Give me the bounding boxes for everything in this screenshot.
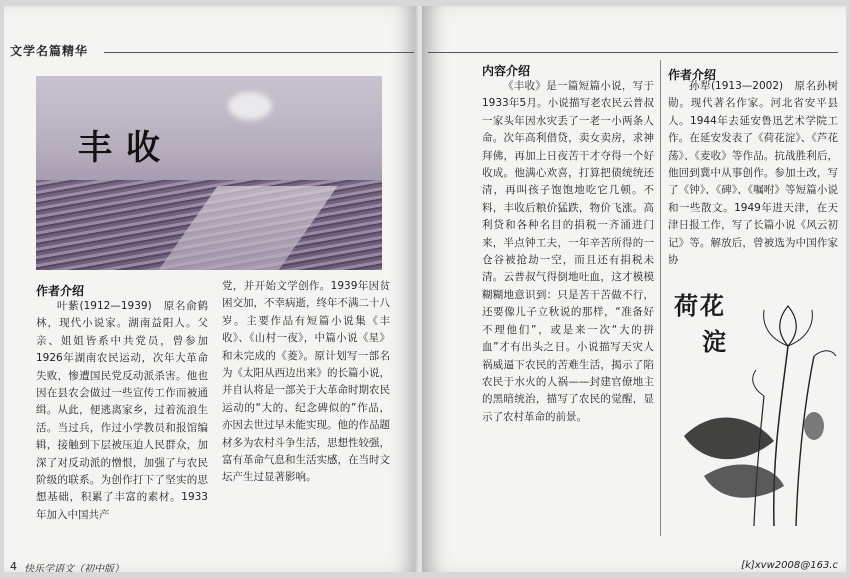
content-intro-text: 《丰收》是一篇短篇小说，写于1933年5月。小说描写老农民云普叔一家头年因水灾丢了一老一小两条人命。次年高利借贷，卖女卖房，求神拜佛，再加上日夜苦干才夺得一个好收成。他满心欢喜，打算把债统统还清，再叫孩子饱饱地吃它几顿。不料，丰收后粮价猛跌，物价飞涨。高利贷和各种名目的捐税一齐涌进门来，半点钟工夫，一年辛苦所得的一仓谷被抢劫一空，而且还有捐税未清。云普叔气得倒地吐血，这才模模糊糊地意识到：只是苦干苦做不行，还要像儿子立秋说的那样，“准备好不理他们”，或是来一次“大的拼血”才有出头之日。小说描写天灾人祸威逼下农民的苦难生活，揭示了陷农民于水火的人祸——封建官僚地主的黑暗统治，描写了农民的觉醒，显示了农村革命的前景。 [482,80,654,423]
hero-image [36,76,382,270]
lotus-illustration [664,276,844,538]
author-intro-column-2 [222,278,390,554]
header-rule [428,52,838,53]
source-watermark: [k]xvw2008@163.c [741,560,838,571]
author-intro-text-2: 党，并开始文学创作。1939年因贫困交加，不幸病逝，终年不满二十八岁。主要作品有短篇小说集《丰收》、《山村一夜》，中篇小说《星》和未完成的《菱》。原计划写一部名为《太阳从西边出来》的长篇小说，并自认将是一部关于大革命时期农民运动的“大的、纪念碑似的”作品，亦因去世过早未能实现。他的作品题材多为农村斗争生活，思想性较强，富有革命气息和生活实感，在当时文坛产生过显著影响。 [222,280,390,484]
column-divider [660,60,661,536]
article-title: 丰收 [78,128,174,168]
art-title-line-1: 荷花 [674,291,726,320]
content-intro-heading: 内容介绍 [482,64,531,78]
right-page [422,6,846,572]
author-intro-text-1: 叶紫(1912—1939) 原名俞鹤林，现代小说家。湖南益阳人。父亲、姐姐皆系中共党员，曾参加1926年湖南农民运动，次年大革命失败，惨遭国民党反动派杀害。他也因在县农会做过一些宣传工作而被通缉。从此，便逃离家乡，过着流浪生活。当过兵，作过小学教员和报馆编辑，接触到下层被压迫人民群众，加深了对反动派的憎恨，加强了与农民阶级的联系。为创作打下了坚实的思想基础，积累了丰富的素材。1933年加入中国共产 [36,300,208,521]
cloud-shape [228,92,272,120]
left-page [4,6,418,572]
content-intro-column [482,78,654,518]
author-intro-heading: 作者介绍 [668,68,717,82]
author-intro-text: 孙犁(1913—2002) 原名孙树勋。现代著名作家。河北省安平县人。1944年去延安鲁迅艺术学院工作。在延安发表了《荷花淀》、《芦花荡》、《麦收》等作品。抗战胜利后，他回到冀中从事创作。参加土改，写了《钟》、《碑》、《嘱咐》等短篇小说和一些散文。1949年进天津，在天津日报工作，写了长篇小说《风云初记》等。解放后，曾被选为中国作家协 [668,80,838,267]
series-header: 文学名篇精华 [10,44,89,58]
lotus-drawing [664,276,844,538]
author-intro-column-1 [36,298,208,556]
page-number: 4 [10,560,17,572]
header-rule [104,52,416,53]
author-intro-heading: 作者介绍 [36,284,85,298]
author-intro-column [668,78,838,274]
book-title-footer: 快乐学语文（初中版） [24,564,124,572]
art-title-line-2: 淀 [702,327,726,356]
